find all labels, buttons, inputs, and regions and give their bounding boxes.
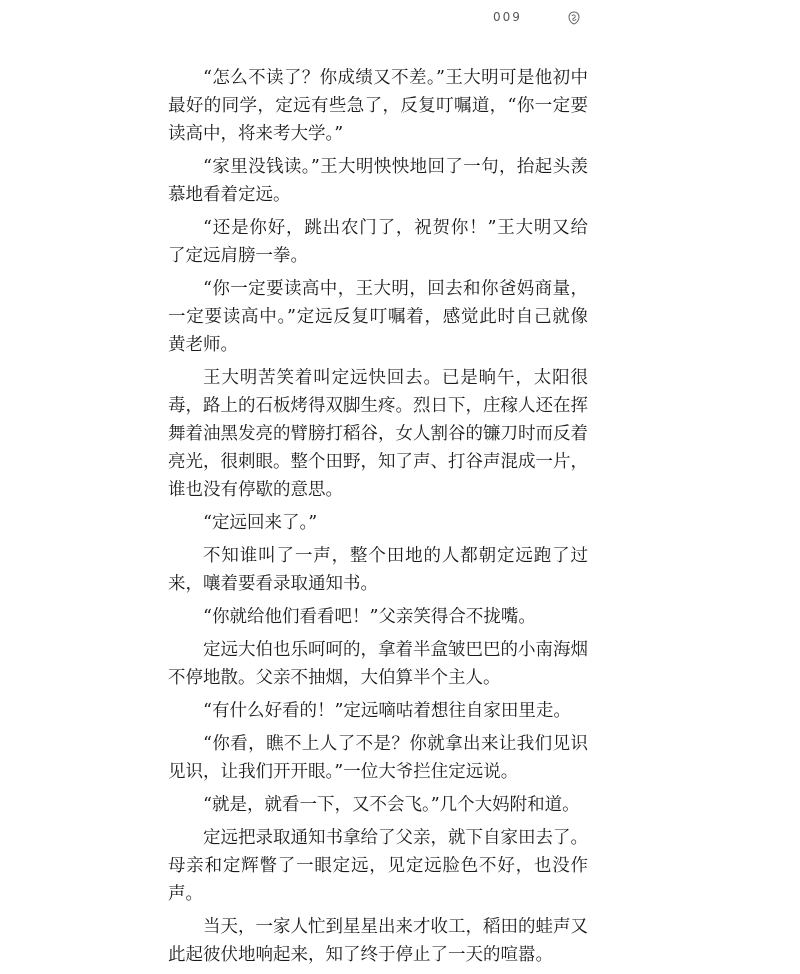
- paragraph: “家里没钱读。”王大明怏怏地回了一句，抬起头羡慕地看着定远。: [168, 157, 588, 205]
- paragraph: 定远大伯也乐呵呵的，拿着半盒皱巴巴的小南海烟不停地散。父亲不抽烟，大伯算半个主人。: [168, 640, 588, 688]
- paragraph: “还是你好，跳出农门了，祝贺你！”王大明又给了定远肩膀一拳。: [168, 218, 588, 266]
- paragraph: “定远回来了。”: [203, 513, 318, 533]
- page-number: 009: [493, 10, 522, 24]
- paragraph: “你看，瞧不上人了不是？你就拿出来让我们见识见识，让我们开开眼。”一位大爷拦住定远说。: [168, 734, 588, 782]
- body-text: [168, 64, 588, 974]
- paragraph: “有什么好看的！”定远嘀咕着想往自家田里走。: [203, 701, 571, 721]
- paragraph: “就是，就看一下，又不会飞。”几个大妈附和道。: [203, 795, 580, 815]
- paragraph: 当天，一家人忙到星星出来才收工，稻田的蛙声又此起彼伏地响起来，知了终于停止了一天的喧嚣。: [168, 917, 588, 965]
- paragraph: 不知谁叫了一声，整个田地的人都朝定远跑了过来，嚷着要看录取通知书。: [168, 546, 588, 594]
- paragraph: “你一定要读高中，王大明，回去和你爸妈商量，一定要读高中。”定远反复叮嘱着，感觉此时自己就像黄老师。: [168, 279, 588, 355]
- paragraph: 定远把录取通知书拿给了父亲，就下自家田去了。母亲和定辉瞥了一眼定远，见定远脸色不好，也没作声。: [168, 828, 588, 904]
- paragraph: 王大明苦笑着叫定远快回去。已是晌午，太阳很毒，路上的石板烤得双脚生疼。烈日下，庄稼人还在挥舞着油黑发亮的臂膀打稻谷，女人割谷的镰刀时而反着亮光，很刺眼。整个田野，知了声、打谷声混成一片，谁也没有停歇的意思。: [168, 368, 588, 500]
- paragraph: “怎么不读了？你成绩又不差。”王大明可是他初中最好的同学，定远有些急了，反复叮嘱道，“你一定要读高中，将来考大学。”: [168, 68, 588, 144]
- flower-ornament-icon: [566, 10, 582, 26]
- paragraph: “你就给他们看看吧！”父亲笑得合不拢嘴。: [203, 607, 536, 627]
